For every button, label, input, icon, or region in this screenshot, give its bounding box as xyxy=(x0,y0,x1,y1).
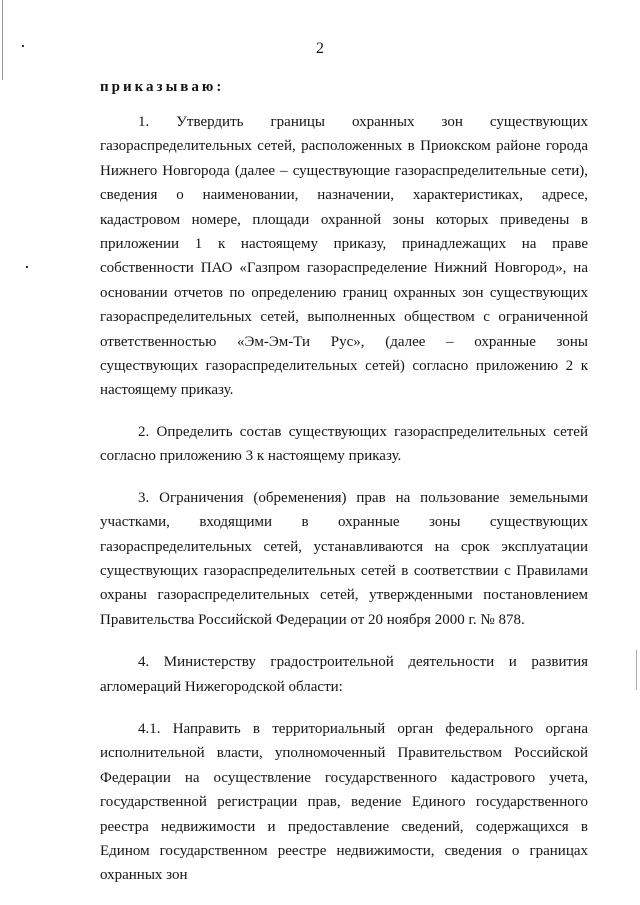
document-body xyxy=(100,110,588,888)
paragraph-4-1: 4.1. Направить в территориальный орган федерального органа исполнительной власти, уполномоченный Правительством Российской Федерации на осуществление государственного кадастрового учета, государственной регистрации прав, ведение Единого государственного реестра недвижимости и предоставление сведений, содержащихся в Едином государственном реестре недвижимости, сведения о границах охранных зон xyxy=(100,720,588,884)
scan-artifact-dot xyxy=(26,266,28,268)
paragraph-4: 4. Министерству градостроительной деятельности и развития агломераций Нижегородской области: xyxy=(100,654,588,695)
scan-artifact-right-edge xyxy=(636,650,637,690)
paragraph-2: 2. Определить состав существующих газораспределительных сетей согласно приложению 3 к настоящему приказу. xyxy=(100,423,588,465)
page-number: 2 xyxy=(316,40,324,57)
order-word: приказываю: xyxy=(100,79,225,95)
paragraph-1: 1. Утвердить границы охранных зон существующих газораспределительных сетей, расположенных в Приокском районе города Нижнего Новгорода (далее – существующие газораспределительные сети), сведения о наименовании, назначении, характеристиках, адресе, кадастровом номере, площади охранной зоны которых приведены в приложении 1 к настоящему приказу, принадлежащих на праве собственности ПАО «Газпром газораспределение Нижний Новгород», на основании отчетов по определению границ охранных зон существующих газораспределительных сетей, выполненных обществом с ограниченной ответственностью «Эм-Эм-Ти Рус», (далее – охранные зоны существующих газораспределительных сетей) согласно приложению 2 к настоящему приказу. xyxy=(100,114,588,399)
paragraph-3: 3. Ограничения (обременения) прав на пользование земельными участками, входящими в охранные зоны существующих газораспределительных сетей, устанавливаются на срок эксплуатации существующих газораспределительных сетей в соответствии с Правилами охраны газораспределительных сетей, утвержденными постановлением Правительства Российской Федерации от 20 ноября 2000 г. № 878. xyxy=(100,489,588,628)
